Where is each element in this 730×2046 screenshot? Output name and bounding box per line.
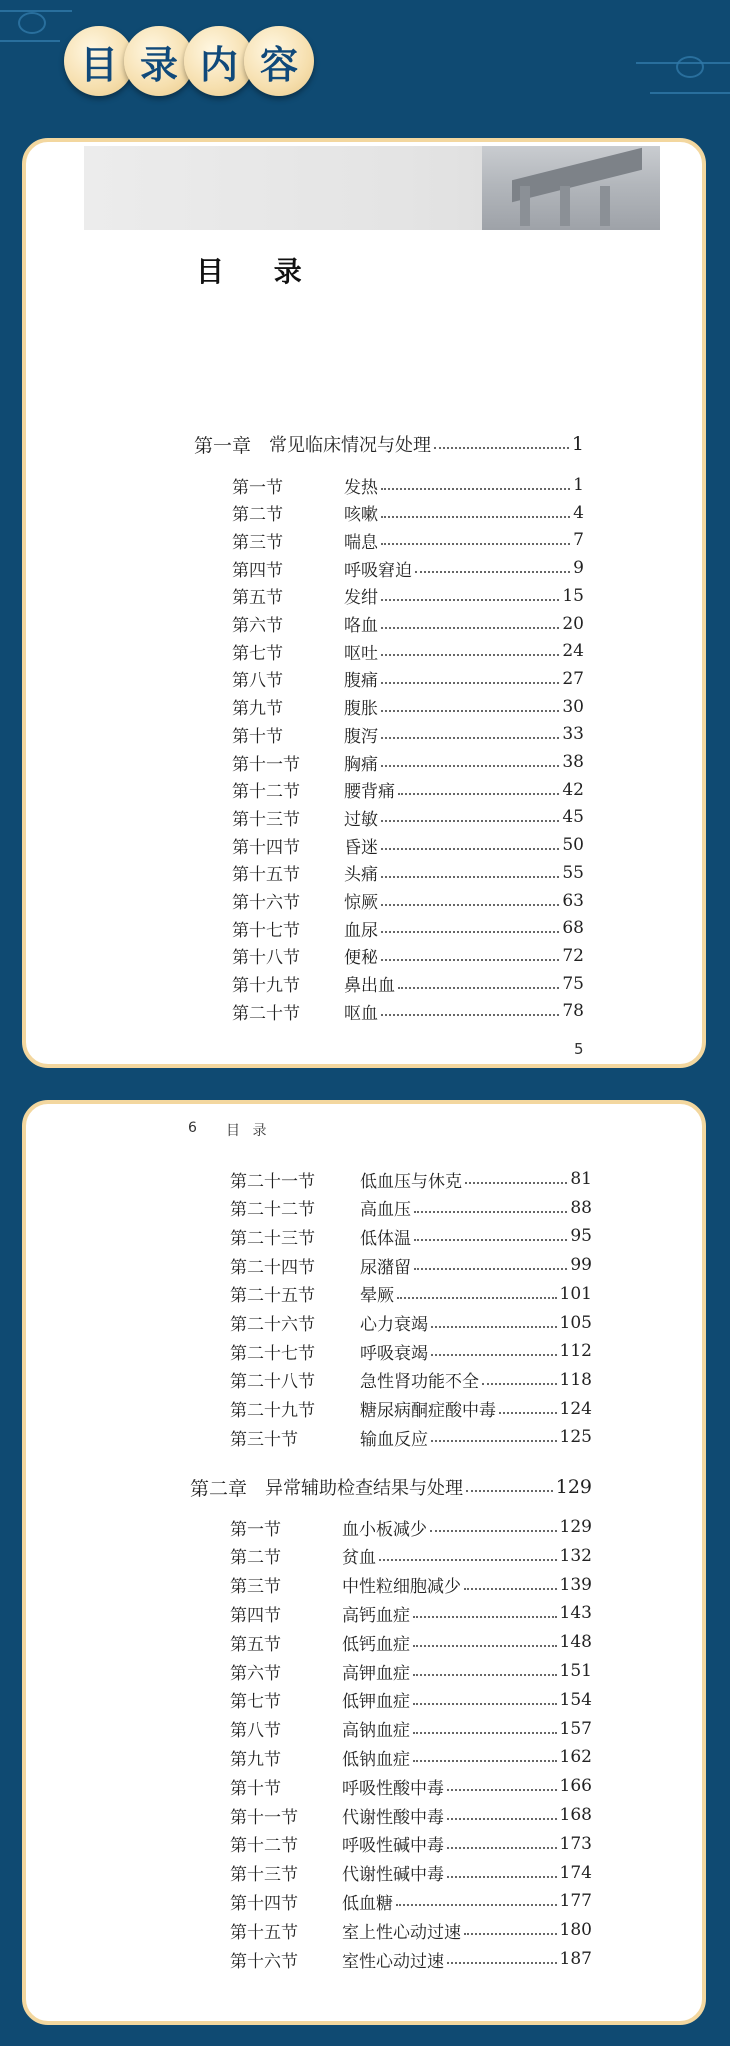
- entry-title: 头痛: [344, 865, 378, 886]
- leader-dots: [381, 931, 559, 933]
- entry-page: 112: [559, 1341, 592, 1362]
- decor-line: [0, 40, 60, 42]
- toc-section-entry: [232, 583, 584, 609]
- toc-section-entry: [230, 1514, 592, 1540]
- entry-title: 呕血: [344, 1003, 378, 1024]
- entry-number: 第七节: [230, 1692, 281, 1713]
- entry-number: 第十一节: [232, 754, 300, 775]
- toc-heading: 目 录: [196, 255, 322, 288]
- entry-number: 第十三节: [232, 809, 300, 830]
- entry-number: 第二十八节: [230, 1372, 315, 1393]
- toc-section-entry: [230, 1223, 592, 1249]
- entry-number: 第九节: [230, 1749, 281, 1770]
- toc-section-entry: [230, 1629, 592, 1655]
- header-badge: 容: [244, 26, 314, 96]
- page-number: 5: [574, 1040, 584, 1058]
- leader-dots: [396, 1904, 557, 1906]
- entry-number: 第四节: [232, 560, 283, 581]
- leader-dots: [447, 1789, 557, 1791]
- entry-page: 173: [559, 1833, 592, 1854]
- entry-title: 常见临床情况与处理: [269, 435, 432, 456]
- leader-dots: [431, 1440, 557, 1442]
- entry-page: 168: [559, 1805, 592, 1825]
- entry-title: 呼吸性碱中毒: [342, 1836, 444, 1857]
- toc-section-entry: [230, 1687, 592, 1713]
- leader-dots: [381, 627, 559, 629]
- entry-page: 154: [559, 1689, 592, 1710]
- leader-dots: [499, 1412, 557, 1414]
- entry-page: 151: [559, 1661, 592, 1681]
- entry-number: 第一章: [194, 434, 252, 457]
- entry-number: 第五节: [230, 1634, 281, 1655]
- entry-title: 血小板减少: [342, 1519, 427, 1540]
- entry-page: 157: [559, 1718, 592, 1739]
- entry-title: 腹痛: [344, 671, 378, 692]
- leader-dots: [381, 516, 570, 518]
- decor-swirl: [676, 56, 704, 78]
- toc-chapter-entry: [194, 431, 584, 457]
- entry-page: 162: [559, 1747, 592, 1768]
- toc-section-entry: [232, 832, 584, 858]
- leader-dots: [381, 959, 559, 961]
- toc-section-entry: [230, 1773, 592, 1799]
- toc-section-entry: [232, 611, 584, 637]
- entry-page: 75: [562, 973, 584, 994]
- entry-number: 第一节: [232, 477, 283, 498]
- leader-dots: [397, 1297, 557, 1299]
- entry-page: 9: [573, 558, 584, 579]
- leader-dots: [381, 654, 559, 656]
- entry-title: 昏迷: [344, 837, 378, 858]
- entry-page: 72: [562, 945, 584, 966]
- entry-title: 呼吸窘迫: [344, 560, 412, 581]
- entry-title: 糖尿病酮症酸中毒: [360, 1401, 496, 1422]
- entry-page: 180: [559, 1920, 592, 1941]
- entry-number: 第八节: [232, 671, 283, 692]
- toc-section-entry: [230, 1658, 592, 1684]
- entry-page: 42: [562, 779, 584, 800]
- entry-title: 晕厥: [360, 1286, 394, 1307]
- entry-title: 胸痛: [344, 754, 378, 775]
- entry-page: 139: [559, 1574, 592, 1595]
- entry-page: 4: [573, 502, 584, 523]
- toc-section-entry: [230, 1281, 592, 1307]
- leader-dots: [398, 987, 559, 989]
- leader-dots: [381, 848, 559, 850]
- entry-page: 45: [562, 807, 584, 828]
- entry-title: 室性心动过速: [342, 1951, 444, 1972]
- toc-section-entry: [230, 1195, 592, 1221]
- entry-number: 第二十三节: [230, 1228, 315, 1249]
- leader-dots: [413, 1703, 557, 1705]
- entry-page: 132: [559, 1545, 592, 1566]
- section-header: [64, 26, 304, 96]
- toc-section-entry: [232, 888, 584, 914]
- toc-section-entry: [230, 1424, 592, 1450]
- toc-page-1: [22, 138, 706, 1068]
- toc-section-entry: [232, 694, 584, 720]
- entry-number: 第二节: [232, 505, 283, 526]
- toc-section-entry: [232, 915, 584, 941]
- leader-dots: [413, 1616, 557, 1618]
- entry-page: 99: [570, 1255, 592, 1276]
- entry-number: 第一节: [230, 1519, 281, 1540]
- toc-section-entry: [230, 1860, 592, 1886]
- leader-dots: [447, 1876, 557, 1878]
- leader-dots: [381, 710, 559, 712]
- entry-page: 50: [562, 835, 584, 856]
- toc-section-entry: [230, 1396, 592, 1422]
- entry-title: 代谢性酸中毒: [342, 1807, 444, 1828]
- toc-section-entry: [232, 777, 584, 803]
- entry-page: 68: [562, 918, 584, 939]
- leader-dots: [381, 737, 559, 739]
- entry-number: 第七节: [232, 643, 283, 664]
- entry-number: 第三节: [232, 532, 283, 553]
- entry-page: 20: [562, 613, 584, 634]
- entry-title: 喘息: [344, 532, 378, 553]
- decor-line: [650, 92, 730, 94]
- header-badge: 录: [124, 26, 194, 96]
- toc-section-entry: [232, 638, 584, 664]
- entry-page: 1: [573, 475, 584, 495]
- entry-title: 鼻出血: [344, 976, 395, 997]
- entry-number: 第十八节: [232, 948, 300, 969]
- entry-page: 78: [562, 1001, 584, 1022]
- leader-dots: [413, 1732, 557, 1734]
- leader-dots: [482, 1383, 557, 1385]
- entry-title: 室上性心动过速: [342, 1922, 461, 1943]
- entry-title: 高钾血症: [342, 1663, 410, 1684]
- entry-number: 第六节: [230, 1663, 281, 1684]
- leader-dots: [381, 682, 559, 684]
- leader-dots: [447, 1818, 557, 1820]
- entry-number: 第十六节: [230, 1951, 298, 1972]
- entry-title: 发热: [344, 477, 378, 498]
- leader-dots: [431, 1354, 557, 1356]
- leader-dots: [464, 1933, 557, 1935]
- entry-page: 63: [562, 890, 584, 911]
- entry-number: 第二十九节: [230, 1401, 315, 1422]
- entry-page: 129: [559, 1517, 592, 1537]
- leader-dots: [413, 1760, 557, 1762]
- leader-dots: [414, 1268, 567, 1270]
- entry-number: 第二章: [190, 1477, 248, 1500]
- entry-page: 33: [562, 724, 584, 745]
- entry-title: 急性肾功能不全: [360, 1372, 479, 1393]
- leader-dots: [381, 904, 559, 906]
- entry-title: 高钠血症: [342, 1721, 410, 1742]
- entry-number: 第十九节: [232, 976, 300, 997]
- entry-title: 贫血: [342, 1548, 376, 1569]
- page-banner: [84, 146, 660, 230]
- entry-page: 125: [559, 1427, 592, 1448]
- entry-title: 呼吸性酸中毒: [342, 1778, 444, 1799]
- toc-section-entry: [230, 1310, 592, 1336]
- entry-page: 177: [559, 1891, 592, 1912]
- entry-title: 低钠血症: [342, 1749, 410, 1770]
- entry-page: 166: [559, 1776, 592, 1797]
- entry-number: 第三十节: [230, 1429, 298, 1450]
- entry-number: 第二十七节: [230, 1343, 315, 1364]
- entry-page: 143: [559, 1603, 592, 1624]
- leader-dots: [447, 1962, 557, 1964]
- toc-section-entry: [230, 1600, 592, 1626]
- running-head-number: 6: [188, 1120, 201, 1136]
- entry-page: 27: [562, 668, 584, 689]
- entry-title: 低血糖: [342, 1893, 393, 1914]
- leader-dots: [381, 599, 559, 601]
- toc-section-entry: [232, 971, 584, 997]
- entry-number: 第十一节: [230, 1807, 298, 1828]
- leader-dots: [434, 447, 569, 449]
- leader-dots: [379, 1559, 557, 1561]
- entry-number: 第十节: [232, 726, 283, 747]
- entry-page: 1: [571, 433, 584, 455]
- entry-number: 第四节: [230, 1605, 281, 1626]
- entry-number: 第十二节: [232, 782, 300, 803]
- leader-dots: [413, 1674, 557, 1676]
- running-head-title: 目 录: [226, 1123, 271, 1139]
- toc-section-entry: [230, 1888, 592, 1914]
- entry-number: 第二节: [230, 1548, 281, 1569]
- entry-title: 惊厥: [344, 893, 378, 913]
- entry-title: 呼吸衰竭: [360, 1343, 428, 1364]
- header-badge: 目: [64, 26, 134, 96]
- entry-title: 中性粒细胞减少: [342, 1577, 461, 1598]
- toc-section-entry: [232, 472, 584, 498]
- entry-title: 异常辅助检查结果与处理: [265, 1478, 464, 1499]
- leader-dots: [431, 1326, 557, 1328]
- entry-title: 咳嗽: [344, 505, 378, 526]
- leader-dots: [414, 1239, 567, 1241]
- entry-page: 81: [570, 1169, 592, 1189]
- toc-section-entry: [232, 666, 584, 692]
- entry-number: 第二十一节: [230, 1171, 315, 1192]
- leader-dots: [381, 876, 559, 878]
- toc-section-entry: [230, 1338, 592, 1364]
- entry-page: 30: [562, 696, 584, 717]
- leader-dots: [381, 488, 570, 490]
- leader-dots: [415, 571, 570, 573]
- header-badge: 内: [184, 26, 254, 96]
- entry-number: 第十五节: [232, 865, 300, 886]
- entry-number: 第二十六节: [230, 1315, 315, 1335]
- entry-title: 尿潴留: [360, 1257, 411, 1278]
- entry-number: 第二十节: [232, 1003, 300, 1024]
- toc-section-entry: [232, 804, 584, 830]
- entry-title: 低体温: [360, 1228, 411, 1249]
- leader-dots: [414, 1211, 567, 1213]
- toc-section-entry: [230, 1802, 592, 1828]
- entry-number: 第二十二节: [230, 1200, 315, 1221]
- entry-title: 腹胀: [344, 699, 378, 720]
- entry-number: 第十五节: [230, 1922, 298, 1943]
- toc-chapter-entry: [190, 1474, 592, 1500]
- entry-page: 118: [559, 1369, 592, 1390]
- entry-page: 7: [573, 530, 584, 551]
- entry-title: 过敏: [344, 809, 378, 830]
- leader-dots: [430, 1530, 557, 1532]
- entry-number: 第十七节: [232, 920, 300, 941]
- entry-title: 输血反应: [360, 1429, 428, 1450]
- entry-title: 血尿: [344, 920, 378, 941]
- entry-page: 55: [562, 862, 584, 883]
- leader-dots: [447, 1847, 557, 1849]
- leader-dots: [381, 1014, 559, 1016]
- entry-page: 105: [559, 1312, 592, 1333]
- toc-section-entry: [230, 1367, 592, 1393]
- entry-number: 第五节: [232, 588, 283, 609]
- toc-section-entry: [232, 749, 584, 775]
- toc-section-entry: [230, 1572, 592, 1598]
- entry-page: 174: [559, 1862, 592, 1883]
- entry-page: 15: [562, 585, 584, 606]
- leader-dots: [381, 543, 570, 545]
- toc-section-entry: [230, 1744, 592, 1770]
- entry-title: 腰背痛: [344, 782, 395, 803]
- banner-architecture-image: [482, 146, 660, 230]
- entry-title: 心力衰竭: [360, 1315, 428, 1335]
- entry-page: 101: [559, 1283, 592, 1304]
- toc-section-entry: [232, 860, 584, 886]
- leader-dots: [464, 1588, 557, 1590]
- toc-page-2: [22, 1100, 706, 2025]
- entry-number: 第三节: [230, 1577, 281, 1598]
- leader-dots: [381, 765, 559, 767]
- entry-number: 第八节: [230, 1721, 281, 1742]
- entry-page: 95: [570, 1226, 592, 1247]
- toc-section-entry: [230, 1166, 592, 1192]
- entry-title: 低血压与休克: [360, 1171, 462, 1192]
- toc-section-entry: [230, 1946, 592, 1972]
- leader-dots: [413, 1645, 557, 1647]
- entry-number: 第十六节: [232, 893, 300, 913]
- toc-section-entry: [230, 1716, 592, 1742]
- entry-title: 呕吐: [344, 643, 378, 664]
- entry-number: 第二十五节: [230, 1286, 315, 1307]
- entry-number: 第十四节: [232, 837, 300, 858]
- entry-page: 24: [562, 641, 584, 662]
- toc-section-entry: [232, 998, 584, 1024]
- entry-number: 第六节: [232, 616, 283, 636]
- entry-title: 咯血: [344, 616, 378, 636]
- entry-title: 高血压: [360, 1200, 411, 1221]
- toc-section-entry: [232, 500, 584, 526]
- entry-number: 第十节: [230, 1778, 281, 1799]
- entry-title: 高钙血症: [342, 1605, 410, 1626]
- entry-title: 低钙血症: [342, 1634, 410, 1655]
- toc-section-entry: [232, 555, 584, 581]
- decor-swirl: [18, 12, 46, 34]
- entry-page: 88: [570, 1197, 592, 1218]
- toc-section-entry: [232, 527, 584, 553]
- leader-dots: [381, 820, 559, 822]
- entry-page: 124: [559, 1398, 592, 1419]
- entry-number: 第十三节: [230, 1865, 298, 1886]
- entry-title: 便秘: [344, 948, 378, 969]
- entry-title: 腹泻: [344, 726, 378, 747]
- leader-dots: [466, 1490, 553, 1492]
- entry-page: 148: [559, 1632, 592, 1653]
- leader-dots: [398, 793, 559, 795]
- entry-number: 第二十四节: [230, 1257, 315, 1278]
- entry-page: 129: [555, 1476, 592, 1498]
- entry-title: 代谢性碱中毒: [342, 1865, 444, 1886]
- entry-number: 第九节: [232, 699, 283, 720]
- entry-page: 38: [562, 752, 584, 772]
- entry-number: 第十二节: [230, 1836, 298, 1857]
- leader-dots: [465, 1182, 567, 1184]
- entry-title: 低钾血症: [342, 1692, 410, 1713]
- toc-section-entry: [230, 1543, 592, 1569]
- entry-number: 第十四节: [230, 1893, 298, 1914]
- toc-section-entry: [230, 1831, 592, 1857]
- toc-section-entry: [232, 721, 584, 747]
- toc-section-entry: [232, 943, 584, 969]
- entry-page: 187: [559, 1949, 592, 1969]
- toc-section-entry: [230, 1917, 592, 1943]
- toc-section-entry: [230, 1252, 592, 1278]
- entry-title: 发绀: [344, 588, 378, 609]
